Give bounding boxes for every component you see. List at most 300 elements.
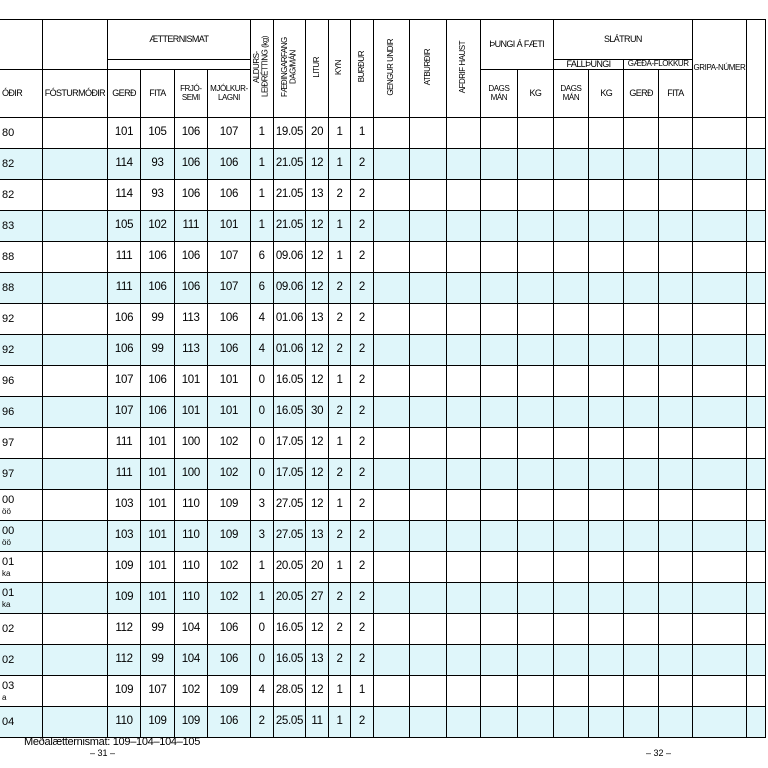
cell-afdrif-haust[interactable] (446, 521, 480, 552)
cell-slatrun-dags[interactable] (553, 304, 589, 335)
cell-slatrun-kg[interactable] (589, 149, 624, 180)
cell-afdrif-haust[interactable] (446, 676, 480, 707)
cell-thungi-kg[interactable] (518, 397, 553, 428)
cell-thungi-dags[interactable] (480, 273, 518, 304)
cell-fosturmodir[interactable] (42, 149, 107, 180)
cell-fosturmodir[interactable] (42, 459, 107, 490)
cell-fita: 106 (141, 273, 174, 304)
cell-slatrun-gerd[interactable] (624, 211, 659, 242)
cell-burdur: 1 (351, 118, 373, 149)
cell-slatrun-dags[interactable] (553, 273, 589, 304)
cell-slatrun-fita[interactable] (658, 304, 692, 335)
cell-slatrun-dags[interactable] (553, 180, 589, 211)
cell-gengur-undir[interactable] (373, 149, 410, 180)
cell-slatrun-kg[interactable] (589, 118, 624, 149)
cell-thungi-dags[interactable] (480, 645, 518, 676)
cell-gengur-undir[interactable] (373, 273, 410, 304)
cell-gengur-undir[interactable] (373, 490, 410, 521)
cell-mjolkurlagni: 101 (208, 211, 251, 242)
cell-thungi-dags[interactable] (480, 397, 518, 428)
cell-frjosemi: 106 (174, 242, 207, 273)
header-gaedaflokkur: GÆÐA-FLOKKUR (624, 60, 693, 70)
cell-thungi-kg[interactable] (518, 583, 553, 614)
cell-slatrun-fita[interactable] (658, 552, 692, 583)
cell-slatrun-gerd[interactable] (624, 707, 659, 738)
cell-thungi-kg[interactable] (518, 552, 553, 583)
cell-fosturmodir[interactable] (42, 118, 107, 149)
modir-number: 88 (2, 281, 15, 294)
header-kg: KG (518, 70, 553, 118)
cell-slatrun-kg[interactable] (589, 614, 624, 645)
cell-slatrun-dags[interactable] (553, 459, 589, 490)
table-row (0, 614, 766, 645)
cell-gengur-undir[interactable] (373, 180, 410, 211)
cell-slatrun-dags[interactable] (553, 676, 589, 707)
cell-litur: 13 (306, 645, 329, 676)
cell-gripanumer[interactable] (693, 304, 747, 335)
cell-atburdir[interactable] (410, 707, 447, 738)
cell-slatrun-kg[interactable] (589, 521, 624, 552)
cell-slatrun-kg[interactable] (589, 645, 624, 676)
modir-suffix: öö (2, 506, 11, 516)
cell-slatrun-dags[interactable] (553, 335, 589, 366)
cell-slatrun-kg[interactable] (589, 676, 624, 707)
cell-slatrun-gerd[interactable] (624, 118, 659, 149)
cell-afdrif-haust[interactable] (446, 552, 480, 583)
cell-afdrif-haust[interactable] (446, 118, 480, 149)
table-row (0, 521, 766, 552)
cell-gengur-undir[interactable] (373, 521, 410, 552)
cell-slatrun-dags[interactable] (553, 707, 589, 738)
cell-afdrif-haust[interactable] (446, 459, 480, 490)
modir-number: 83 (2, 219, 15, 232)
cell-edge (746, 428, 765, 459)
cell-slatrun-fita[interactable] (658, 335, 692, 366)
cell-slatrun-fita[interactable] (658, 211, 692, 242)
cell-burdur: 2 (351, 242, 373, 273)
cell-gripanumer[interactable] (693, 583, 747, 614)
cell-gripanumer[interactable] (693, 273, 747, 304)
cell-slatrun-dags[interactable] (553, 614, 589, 645)
cell-fosturmodir[interactable] (42, 490, 107, 521)
cell-afdrif-haust[interactable] (446, 335, 480, 366)
cell-gengur-undir[interactable] (373, 335, 410, 366)
cell-atburdir[interactable] (410, 211, 447, 242)
cell-afdrif-haust[interactable] (446, 428, 480, 459)
cell-slatrun-gerd[interactable] (624, 614, 659, 645)
cell-slatrun-fita[interactable] (658, 707, 692, 738)
cell-thungi-kg[interactable] (518, 490, 553, 521)
cell-slatrun-dags[interactable] (553, 118, 589, 149)
cell-faedingardagur: 21.05 (273, 149, 306, 180)
cell-slatrun-dags[interactable] (553, 521, 589, 552)
cell-thungi-kg[interactable] (518, 614, 553, 645)
cell-modir (0, 583, 42, 614)
cell-slatrun-kg[interactable] (589, 490, 624, 521)
cell-gengur-undir[interactable] (373, 242, 410, 273)
cell-fosturmodir[interactable] (42, 645, 107, 676)
cell-slatrun-gerd[interactable] (624, 180, 659, 211)
cell-fita: 99 (141, 335, 174, 366)
cell-gengur-undir[interactable] (373, 428, 410, 459)
cell-slatrun-gerd[interactable] (624, 521, 659, 552)
cell-slatrun-fita[interactable] (658, 366, 692, 397)
cell-gripanumer[interactable] (693, 614, 747, 645)
cell-fosturmodir[interactable] (42, 614, 107, 645)
cell-kyn: 2 (328, 304, 350, 335)
cell-gerd: 107 (107, 366, 141, 397)
cell-gripanumer[interactable] (693, 490, 747, 521)
cell-kyn: 1 (328, 118, 350, 149)
cell-slatrun-dags[interactable] (553, 366, 589, 397)
cell-thungi-dags[interactable] (480, 583, 518, 614)
cell-gripanumer[interactable] (693, 397, 747, 428)
cell-atburdir[interactable] (410, 614, 447, 645)
cell-thungi-kg[interactable] (518, 521, 553, 552)
cell-gerd: 101 (107, 118, 141, 149)
cell-atburdir[interactable] (410, 459, 447, 490)
cell-slatrun-fita[interactable] (658, 397, 692, 428)
cell-thungi-dags[interactable] (480, 211, 518, 242)
cell-slatrun-kg[interactable] (589, 335, 624, 366)
cell-frjosemi: 106 (174, 180, 207, 211)
cell-gengur-undir[interactable] (373, 676, 410, 707)
cell-gengur-undir[interactable] (373, 118, 410, 149)
cell-slatrun-kg[interactable] (589, 552, 624, 583)
cell-fosturmodir[interactable] (42, 552, 107, 583)
cell-fosturmodir[interactable] (42, 180, 107, 211)
cell-mjolkurlagni: 109 (208, 676, 251, 707)
cell-litur: 11 (306, 707, 329, 738)
cell-fita: 107 (141, 676, 174, 707)
cell-litur: 12 (306, 149, 329, 180)
cell-fosturmodir[interactable] (42, 583, 107, 614)
cell-kyn: 1 (328, 242, 350, 273)
cell-slatrun-fita[interactable] (658, 614, 692, 645)
cell-slatrun-fita[interactable] (658, 521, 692, 552)
header-mjolkurlagni: MJÓLKUR-LAGNI (208, 70, 251, 118)
cell-slatrun-fita[interactable] (658, 118, 692, 149)
cell-atburdir[interactable] (410, 676, 447, 707)
cell-slatrun-dags[interactable] (553, 552, 589, 583)
cell-atburdir[interactable] (410, 273, 447, 304)
cell-thungi-kg[interactable] (518, 707, 553, 738)
header-atburdir: ATBURÐIR (410, 20, 447, 118)
cell-fita: 105 (141, 118, 174, 149)
cell-thungi-kg[interactable] (518, 366, 553, 397)
cell-gripanumer[interactable] (693, 645, 747, 676)
cell-atburdir[interactable] (410, 490, 447, 521)
cell-burdur: 2 (351, 707, 373, 738)
cell-atburdir[interactable] (410, 521, 447, 552)
header-faedingardagur: FÆÐINGARFANG DAG/MÁN (273, 20, 306, 118)
cell-slatrun-kg[interactable] (589, 583, 624, 614)
cell-atburdir[interactable] (410, 366, 447, 397)
cell-slatrun-dags[interactable] (553, 149, 589, 180)
cell-mjolkurlagni: 102 (208, 428, 251, 459)
cell-thungi-kg[interactable] (518, 273, 553, 304)
cell-atburdir[interactable] (410, 397, 447, 428)
cell-slatrun-dags[interactable] (553, 645, 589, 676)
cell-slatrun-gerd[interactable] (624, 242, 659, 273)
cell-thungi-kg[interactable] (518, 645, 553, 676)
cell-slatrun-dags[interactable] (553, 428, 589, 459)
cell-thungi-kg[interactable] (518, 211, 553, 242)
cell-thungi-dags[interactable] (480, 366, 518, 397)
cell-slatrun-fita[interactable] (658, 459, 692, 490)
cell-slatrun-fita[interactable] (658, 180, 692, 211)
cell-thungi-dags[interactable] (480, 304, 518, 335)
cell-slatrun-gerd[interactable] (624, 149, 659, 180)
cell-fosturmodir[interactable] (42, 521, 107, 552)
header-thungi-a-faeti: ÞUNGI Á FÆTI (480, 20, 553, 70)
cell-afdrif-haust[interactable] (446, 211, 480, 242)
cell-gengur-undir[interactable] (373, 211, 410, 242)
cell-slatrun-fita[interactable] (658, 645, 692, 676)
cell-mjolkurlagni: 107 (208, 273, 251, 304)
cell-slatrun-fita[interactable] (658, 428, 692, 459)
cell-slatrun-gerd[interactable] (624, 428, 659, 459)
header-litur: LITUR (306, 20, 329, 118)
cell-slatrun-gerd[interactable] (624, 335, 659, 366)
cell-frjosemi: 102 (174, 676, 207, 707)
cell-afdrif-haust[interactable] (446, 397, 480, 428)
cell-gripanumer[interactable] (693, 366, 747, 397)
cell-slatrun-gerd[interactable] (624, 304, 659, 335)
cell-thungi-kg[interactable] (518, 242, 553, 273)
cell-afdrif-haust[interactable] (446, 180, 480, 211)
cell-thungi-dags[interactable] (480, 552, 518, 583)
cell-fosturmodir[interactable] (42, 242, 107, 273)
cell-slatrun-fita[interactable] (658, 676, 692, 707)
cell-fosturmodir[interactable] (42, 335, 107, 366)
cell-fosturmodir[interactable] (42, 211, 107, 242)
cell-thungi-dags[interactable] (480, 490, 518, 521)
cell-aldursleidretting: 4 (250, 335, 273, 366)
cell-thungi-dags[interactable] (480, 521, 518, 552)
cell-edge (746, 707, 765, 738)
cell-gripanumer[interactable] (693, 459, 747, 490)
cell-litur: 12 (306, 211, 329, 242)
cell-slatrun-kg[interactable] (589, 242, 624, 273)
table-row (0, 397, 766, 428)
cell-litur: 13 (306, 180, 329, 211)
cell-slatrun-gerd[interactable] (624, 676, 659, 707)
table-row (0, 242, 766, 273)
cell-afdrif-haust[interactable] (446, 273, 480, 304)
cell-gengur-undir[interactable] (373, 552, 410, 583)
cell-atburdir[interactable] (410, 149, 447, 180)
cell-atburdir[interactable] (410, 180, 447, 211)
cell-thungi-kg[interactable] (518, 118, 553, 149)
cell-faedingardagur: 16.05 (273, 645, 306, 676)
cell-atburdir[interactable] (410, 335, 447, 366)
cell-slatrun-gerd[interactable] (624, 645, 659, 676)
cell-edge (746, 397, 765, 428)
header-gengur-undir: GENGUR UNDIR (373, 20, 410, 118)
cell-slatrun-dags[interactable] (553, 211, 589, 242)
cell-thungi-kg[interactable] (518, 459, 553, 490)
cell-edge (746, 304, 765, 335)
cell-frjosemi: 106 (174, 118, 207, 149)
cell-gripanumer[interactable] (693, 521, 747, 552)
cell-fosturmodir[interactable] (42, 366, 107, 397)
cell-thungi-dags[interactable] (480, 118, 518, 149)
cell-slatrun-kg[interactable] (589, 180, 624, 211)
cell-thungi-dags[interactable] (480, 428, 518, 459)
cell-thungi-dags[interactable] (480, 242, 518, 273)
cell-burdur: 2 (351, 180, 373, 211)
cell-thungi-kg[interactable] (518, 676, 553, 707)
cell-gripanumer[interactable] (693, 335, 747, 366)
cell-afdrif-haust[interactable] (446, 490, 480, 521)
cell-thungi-kg[interactable] (518, 149, 553, 180)
cell-afdrif-haust[interactable] (446, 614, 480, 645)
cell-slatrun-gerd[interactable] (624, 490, 659, 521)
cell-gengur-undir[interactable] (373, 614, 410, 645)
cell-afdrif-haust[interactable] (446, 707, 480, 738)
cell-slatrun-kg[interactable] (589, 707, 624, 738)
cell-frjosemi: 106 (174, 273, 207, 304)
cell-thungi-dags[interactable] (480, 149, 518, 180)
cell-slatrun-gerd[interactable] (624, 397, 659, 428)
cell-fosturmodir[interactable] (42, 304, 107, 335)
cell-gengur-undir[interactable] (373, 459, 410, 490)
cell-burdur: 2 (351, 211, 373, 242)
cell-atburdir[interactable] (410, 242, 447, 273)
modir-suffix: öö (2, 537, 11, 547)
cell-gripanumer[interactable] (693, 428, 747, 459)
cell-fita: 99 (141, 304, 174, 335)
cell-slatrun-dags[interactable] (553, 490, 589, 521)
cell-afdrif-haust[interactable] (446, 366, 480, 397)
header-slatrun-gerd: GERÐ (624, 70, 659, 118)
cell-fosturmodir[interactable] (42, 397, 107, 428)
cell-aldursleidretting: 6 (250, 242, 273, 273)
cell-gripanumer[interactable] (693, 707, 747, 738)
cell-slatrun-kg[interactable] (589, 211, 624, 242)
header-spacer (107, 60, 250, 70)
cell-slatrun-gerd[interactable] (624, 273, 659, 304)
cell-aldursleidretting: 0 (250, 428, 273, 459)
cell-kyn: 1 (328, 211, 350, 242)
cell-fosturmodir[interactable] (42, 676, 107, 707)
cell-litur: 12 (306, 428, 329, 459)
cell-modir (0, 304, 42, 335)
cell-slatrun-fita[interactable] (658, 273, 692, 304)
cell-litur: 12 (306, 459, 329, 490)
cell-fosturmodir[interactable] (42, 707, 107, 738)
cell-gerd: 109 (107, 676, 141, 707)
cell-thungi-dags[interactable] (480, 614, 518, 645)
cell-gripanumer[interactable] (693, 118, 747, 149)
cell-gengur-undir[interactable] (373, 645, 410, 676)
cell-slatrun-fita[interactable] (658, 149, 692, 180)
cell-gripanumer[interactable] (693, 180, 747, 211)
cell-afdrif-haust[interactable] (446, 583, 480, 614)
cell-slatrun-kg[interactable] (589, 366, 624, 397)
cell-afdrif-haust[interactable] (446, 304, 480, 335)
cell-atburdir[interactable] (410, 428, 447, 459)
cell-gripanumer[interactable] (693, 242, 747, 273)
cell-atburdir[interactable] (410, 552, 447, 583)
cell-slatrun-kg[interactable] (589, 273, 624, 304)
cell-gerd: 111 (107, 273, 141, 304)
cell-slatrun-fita[interactable] (658, 242, 692, 273)
cell-gripanumer[interactable] (693, 149, 747, 180)
cell-atburdir[interactable] (410, 118, 447, 149)
cell-fosturmodir[interactable] (42, 273, 107, 304)
cell-mjolkurlagni: 106 (208, 304, 251, 335)
cell-gengur-undir[interactable] (373, 583, 410, 614)
cell-kyn: 2 (328, 273, 350, 304)
cell-thungi-dags[interactable] (480, 676, 518, 707)
cell-gerd: 111 (107, 242, 141, 273)
cell-thungi-kg[interactable] (518, 335, 553, 366)
cell-slatrun-gerd[interactable] (624, 552, 659, 583)
cell-slatrun-dags[interactable] (553, 242, 589, 273)
cell-kyn: 2 (328, 645, 350, 676)
cell-slatrun-dags[interactable] (553, 397, 589, 428)
cell-slatrun-kg[interactable] (589, 428, 624, 459)
cell-faedingardagur: 19.05 (273, 118, 306, 149)
cell-gripanumer[interactable] (693, 552, 747, 583)
cell-gengur-undir[interactable] (373, 366, 410, 397)
cell-thungi-dags[interactable] (480, 335, 518, 366)
cell-atburdir[interactable] (410, 645, 447, 676)
cell-slatrun-kg[interactable] (589, 459, 624, 490)
cell-gerd: 114 (107, 180, 141, 211)
cell-gripanumer[interactable] (693, 211, 747, 242)
cell-atburdir[interactable] (410, 304, 447, 335)
cell-afdrif-haust[interactable] (446, 242, 480, 273)
cell-slatrun-fita[interactable] (658, 583, 692, 614)
cell-afdrif-haust[interactable] (446, 645, 480, 676)
cell-thungi-kg[interactable] (518, 428, 553, 459)
cell-gengur-undir[interactable] (373, 707, 410, 738)
cell-slatrun-gerd[interactable] (624, 583, 659, 614)
cell-atburdir[interactable] (410, 583, 447, 614)
cell-gengur-undir[interactable] (373, 304, 410, 335)
cell-modir (0, 149, 42, 180)
cell-slatrun-fita[interactable] (658, 490, 692, 521)
cell-slatrun-gerd[interactable] (624, 459, 659, 490)
cell-thungi-dags[interactable] (480, 707, 518, 738)
cell-frjosemi: 110 (174, 583, 207, 614)
cell-edge (746, 645, 765, 676)
cell-modir (0, 521, 42, 552)
cell-slatrun-gerd[interactable] (624, 366, 659, 397)
cell-litur: 12 (306, 273, 329, 304)
cell-gripanumer[interactable] (693, 676, 747, 707)
cell-thungi-dags[interactable] (480, 459, 518, 490)
cell-modir (0, 459, 42, 490)
cell-thungi-kg[interactable] (518, 304, 553, 335)
header-fallthungi: FALLÞUNGI (553, 60, 624, 70)
header-gripanumer: GRIPA-NÚMER (693, 20, 747, 118)
cell-aldursleidretting: 0 (250, 614, 273, 645)
cell-aldursleidretting: 3 (250, 490, 273, 521)
cell-afdrif-haust[interactable] (446, 149, 480, 180)
cell-thungi-dags[interactable] (480, 180, 518, 211)
cell-fosturmodir[interactable] (42, 428, 107, 459)
cell-slatrun-kg[interactable] (589, 397, 624, 428)
cell-gengur-undir[interactable] (373, 397, 410, 428)
modir-number: 01 (2, 556, 15, 569)
cell-slatrun-dags[interactable] (553, 583, 589, 614)
cell-thungi-kg[interactable] (518, 180, 553, 211)
cell-slatrun-kg[interactable] (589, 304, 624, 335)
